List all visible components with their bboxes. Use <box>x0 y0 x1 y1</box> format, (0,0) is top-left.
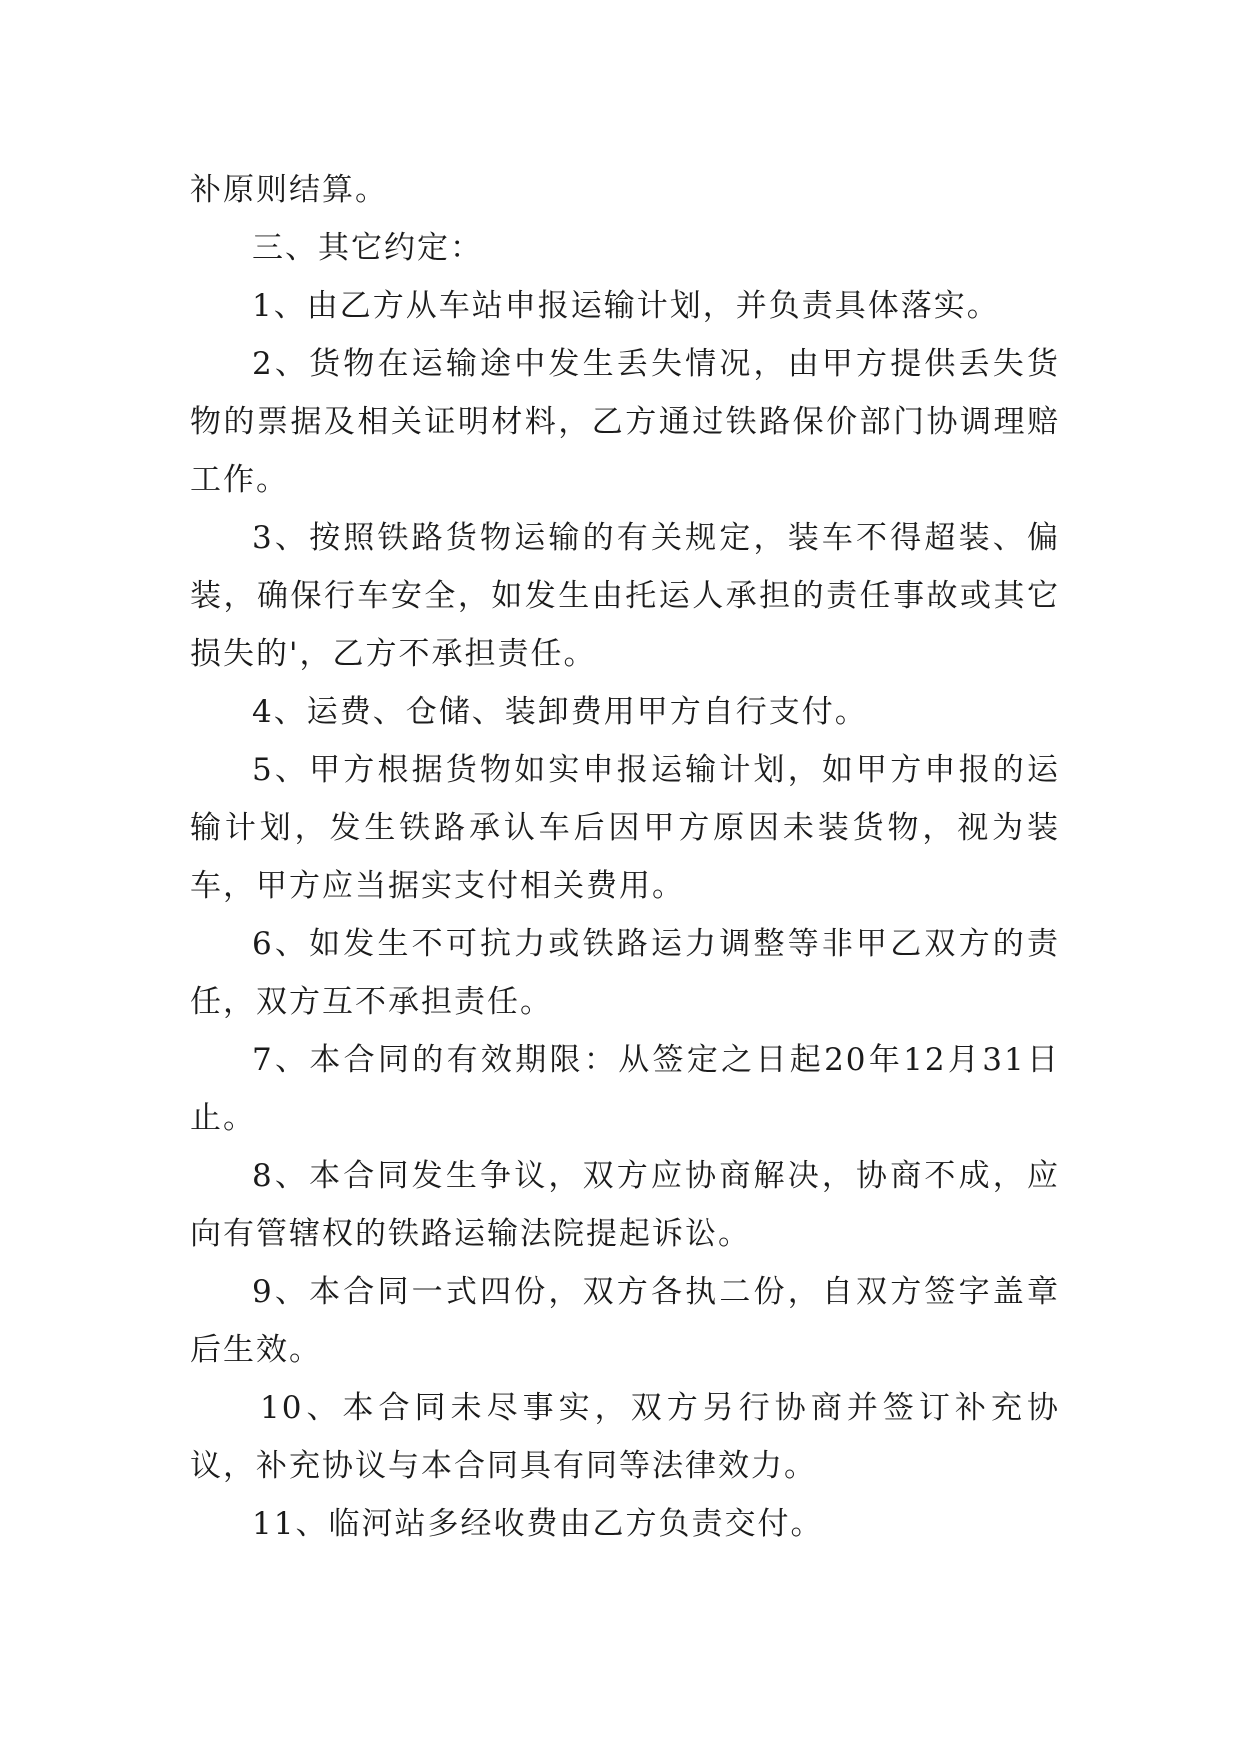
section-heading-other-terms: 三、其它约定： <box>252 230 483 266</box>
clause-11: 11、临河站多经收费由乙方负责交付。 <box>252 1506 824 1542</box>
clause-2: 2、货物在运输途中发生丢失情况，由甲方提供丢失货物的票据及相关证明材料，乙方通过铁路保价部门协调理赔工作。 <box>190 346 1060 498</box>
clause-9: 9、本合同一式四份，双方各执二份，自双方签字盖章后生效。 <box>190 1274 1060 1368</box>
contract-body <box>190 161 1060 1553</box>
paragraph-settlement-end: 补原则结算。 <box>190 172 388 208</box>
clause-3: 3、按照铁路货物运输的有关规定，装车不得超装、偏装，确保行车安全，如发生由托运人承担的责任事故或其它损失的'，乙方不承担责任。 <box>190 520 1060 672</box>
clause-7: 7、本合同的有效期限：从签定之日起20年12月31日止。 <box>190 1042 1060 1136</box>
clause-6: 6、如发生不可抗力或铁路运力调整等非甲乙双方的责任，双方互不承担责任。 <box>190 926 1060 1020</box>
clause-8: 8、本合同发生争议，双方应协商解决，协商不成，应向有管辖权的铁路运输法院提起诉讼。 <box>190 1158 1060 1252</box>
clause-5: 5、甲方根据货物如实申报运输计划，如甲方申报的运输计划，发生铁路承认车后因甲方原因未装货物，视为装车，甲方应当据实支付相关费用。 <box>190 752 1060 904</box>
clause-4: 4、运费、仓储、装卸费用甲方自行支付。 <box>252 694 868 730</box>
clause-1: 1、由乙方从车站申报运输计划，并负责具体落实。 <box>252 288 1000 324</box>
clause-10: 10、本合同未尽事实，双方另行协商并签订补充协议，补充协议与本合同具有同等法律效力。 <box>190 1390 1060 1484</box>
